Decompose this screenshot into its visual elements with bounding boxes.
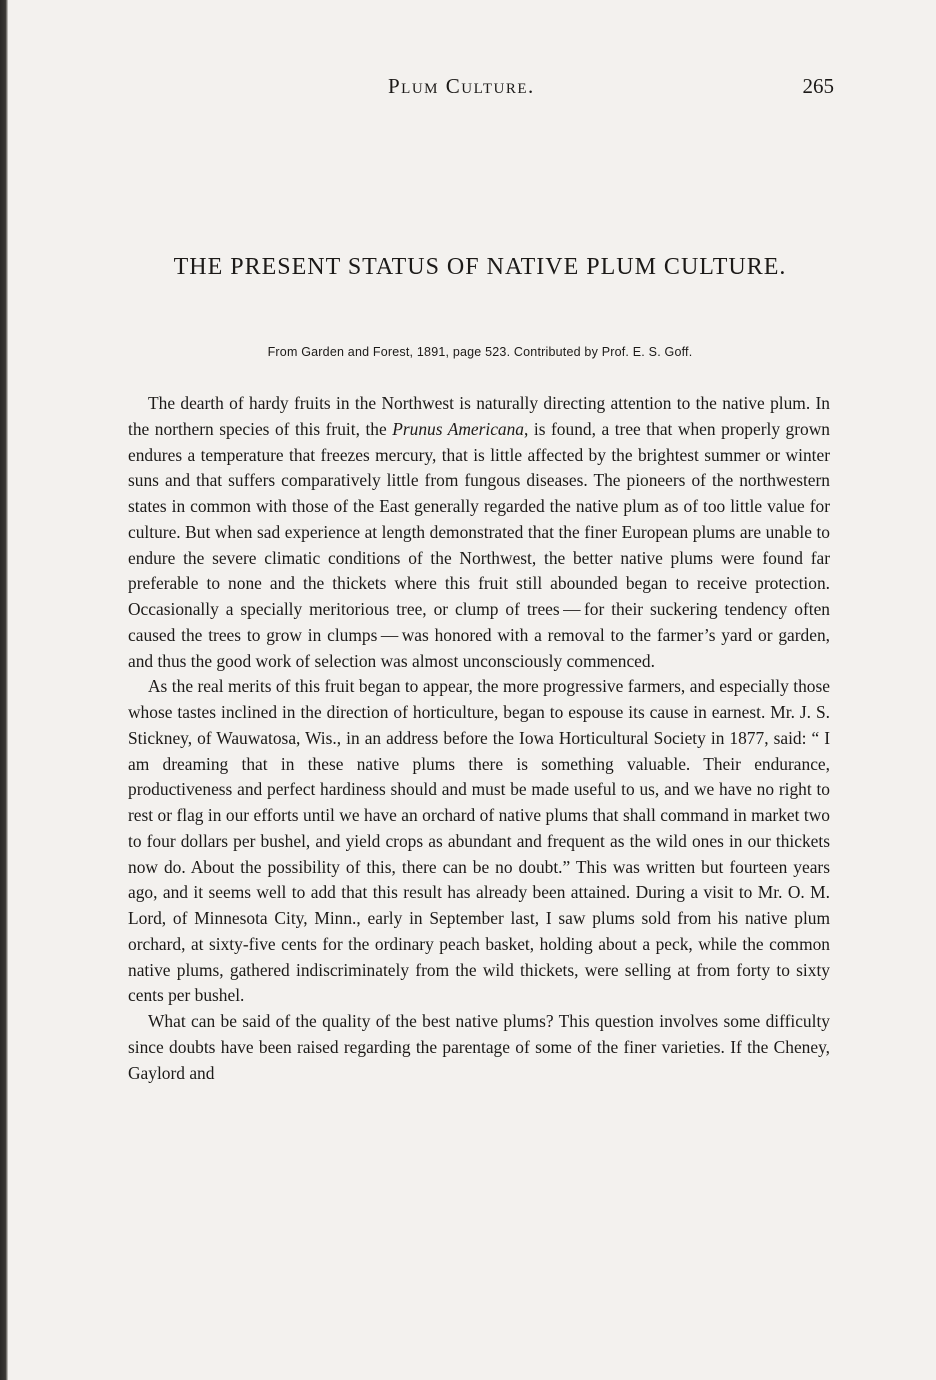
page-number: 265 — [802, 74, 834, 98]
paragraph-1-text-b: , is found, a tree that when properly grown endures a temperature that freezes mercury, that is little affected by the brightest summer or winter suns and that suffers comparatively little from fungous diseases. The pioneers of the northwestern states in common with those of the East generally regarded the native plum as of too little value for culture. But when sad experience at length demonstrated that the finer European plums are unable to endure the severe climatic conditions of the Northwest, the better native plums were found far preferable to none and the thickets where this fruit still abounded began to receive protection. Occasionally a specially meritorious tree, or clump of trees — for their suckering tendency often caused the trees to grow in clumps — was honored with a removal to the farmer’s yard or garden, and thus the good work of selection was almost unconsciously commenced. — [128, 418, 830, 671]
page-edge-shadow — [0, 0, 8, 1380]
running-title: Plum Culture. — [388, 74, 535, 98]
source-line: From Garden and Forest, 1891, page 523. Contributed by Prof. E. S. Goff. — [267, 345, 693, 359]
paragraph-1 — [128, 391, 830, 674]
running-head — [128, 74, 834, 104]
species-name: Prunus Americana — [392, 418, 524, 439]
paragraph-2: As the real merits of this fruit began to appear, the more progressive farmers, and especially those whose tastes inclined in the direction of horticulture, began to espouse its cause in earnest. Mr. J. S. Stickney, of Wauwatosa, Wis., in an address before the Iowa Horticultural Society in 1877, said: “ I am dreaming that in these native plums there is something valuable. Their endurance, productiveness and perfect hardiness should and must be made useful to us, and we have no right to rest or flag in our efforts until we have an orchard of native plums that shall command in market two to four dollars per bushel, and yield crops as abundant and frequent as the wild ones in our thickets now do. About the possibility of this, there can be no doubt.” This was written but fourteen years ago, and it seems well to add that this result has already been attained. During a visit to Mr. O. M. Lord, of Minnesota City, Minn., early in September last, I saw plums sold from his native plum orchard, at sixty-five cents for the ordinary peach basket, holding about a peck, while the common native plums, gathered indiscriminately from the wild thickets, were selling at from forty to sixty cents per bushel. — [128, 676, 830, 1006]
article-title: THE PRESENT STATUS OF NATIVE PLUM CULTURE. — [173, 254, 787, 280]
paragraph-3: What can be said of the quality of the best native plums? This question involves some difficulty since doubts have been raised regarding the parentage of some of the finer varieties. If the Cheney, Gaylord and — [128, 1011, 830, 1083]
article-body — [128, 391, 830, 1086]
paragraph-1-text-a: The dearth of hardy fruits in the Northwest is naturally directing attention to the native plum. In the northern species of this fruit, the — [128, 393, 830, 439]
